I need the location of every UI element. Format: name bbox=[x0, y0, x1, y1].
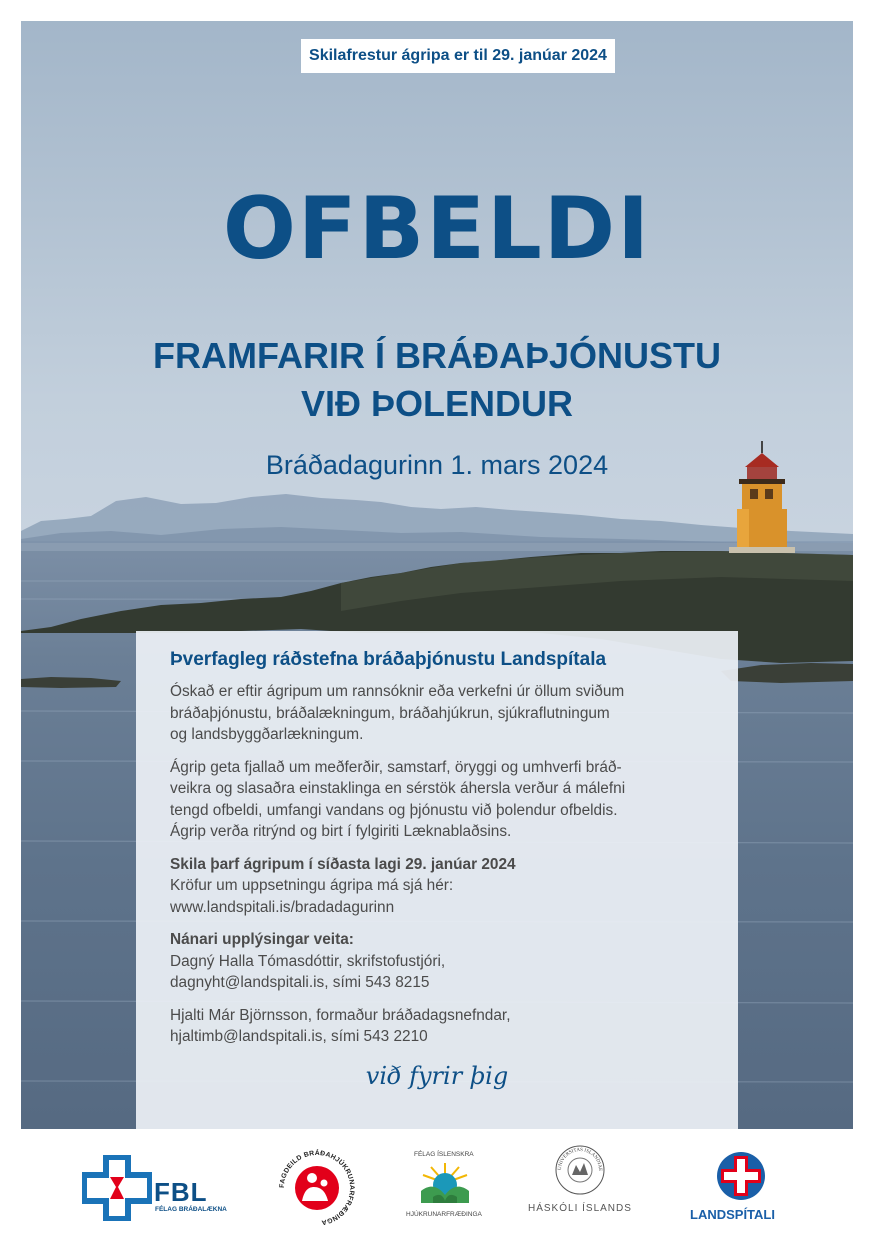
deadline-paragraph bbox=[170, 854, 704, 919]
red-circle-figures-icon bbox=[276, 1147, 358, 1229]
fih-text-bottom: HJÚKRUNARFRÆÐINGA bbox=[406, 1211, 482, 1218]
contact2-email[interactable]: hjaltimb@landspitali.is, sími 543 2210 bbox=[170, 1028, 428, 1045]
slogan: við fyrir þig bbox=[365, 1061, 509, 1090]
sunrise-emblem-icon bbox=[415, 1161, 475, 1205]
footer-logos bbox=[0, 1129, 874, 1240]
intro-line: bráðaþjónustu, bráðalækningum, bráðahjúkrun, sjúkraflutningum bbox=[170, 704, 610, 722]
intro-line: og landsbyggðarlækningum. bbox=[170, 726, 364, 743]
topics-line: Ágrip geta fjallað um meðferðir, samstarf, öryggi og umhverfi bráð- bbox=[170, 758, 622, 776]
subtitle-line-1: FRAMFARIR Í BRÁÐAÞJÓNUSTU bbox=[152, 335, 721, 376]
topics-line: veikra og slasaðra einstaklinga en sérstök áhersla verður á málefni bbox=[170, 780, 626, 797]
intro-paragraph bbox=[170, 681, 704, 746]
fagdeild-text: FAGDEILD BRÁÐAHJÚKRUNARFRÆÐINGA bbox=[278, 1149, 356, 1226]
contact2-line: Hjalti Már Björnsson, formaður bráðadagsnefndar, bbox=[170, 1006, 511, 1024]
deadline-banner bbox=[301, 39, 615, 73]
contact1-line: Dagný Halla Tómasdóttir, skrifstofustjóri, bbox=[170, 952, 446, 970]
intro-line: Óskað er eftir ágripum um rannsóknir eða verkefni úr öllum sviðum bbox=[170, 683, 625, 700]
cross-hourglass-icon bbox=[82, 1155, 152, 1221]
hi-seal-text: UNIVERSITAS ISLANDIAE bbox=[557, 1147, 603, 1172]
fih-text-top: FÉLAG ÍSLENSKRA bbox=[414, 1151, 474, 1158]
fbl-name: FBL bbox=[154, 1177, 208, 1207]
reef-left bbox=[21, 677, 121, 688]
deadline-heading: Skila þarf ágripum í síðasta lagi 29. janúar 2024 bbox=[170, 855, 516, 873]
topics-line: tengd ofbeldi, umfangi vandans og þjónustu við þolendur ofbeldis. bbox=[170, 801, 618, 819]
hi-name: HÁSKÓLI ÍSLANDS bbox=[528, 1203, 632, 1214]
topics-paragraph bbox=[170, 757, 704, 843]
university-seal-icon bbox=[555, 1145, 605, 1195]
logo-hi bbox=[528, 1145, 632, 1221]
logo-fbl bbox=[82, 1155, 227, 1221]
logo-landspitali bbox=[686, 1149, 798, 1229]
panel-heading: Þverfagleg ráðstefna bráðaþjónustu Landspítala bbox=[170, 649, 607, 670]
deadline-banner-text: Skilafrestur ágripa er til 29. janúar 2024 bbox=[309, 47, 607, 64]
event-date: Bráðadagurinn 1. mars 2024 bbox=[265, 450, 609, 480]
red-cross-circle-icon bbox=[716, 1151, 766, 1201]
info-panel bbox=[136, 631, 738, 1129]
contact-heading: Nánari upplýsingar veita: bbox=[170, 931, 354, 948]
topics-line: Ágrip verða ritrýnd og birt í fylgiriti Læknablaðsins. bbox=[170, 823, 512, 840]
contact2-paragraph bbox=[170, 1005, 704, 1048]
fbl-subtitle: FÉLAG BRÁÐALÆKNA bbox=[155, 1206, 227, 1213]
logo-fagdeild bbox=[276, 1147, 358, 1229]
subtitle-line-2: VIÐ ÞOLENDUR bbox=[300, 383, 574, 424]
deadline-line: Kröfur um uppsetningu ágripa má sjá hér: bbox=[170, 877, 454, 894]
landspitali-name: LANDSPÍTALI bbox=[690, 1207, 775, 1222]
contact-paragraph bbox=[170, 929, 704, 994]
poster-title: OFBELDI bbox=[222, 179, 652, 279]
contact1-email[interactable]: dagnyht@landspitali.is, sími 543 8215 bbox=[170, 974, 430, 991]
reef-right bbox=[721, 663, 853, 683]
logo-fih bbox=[406, 1149, 482, 1227]
website-link[interactable]: www.landspitali.is/bradadagurinn bbox=[170, 898, 395, 916]
